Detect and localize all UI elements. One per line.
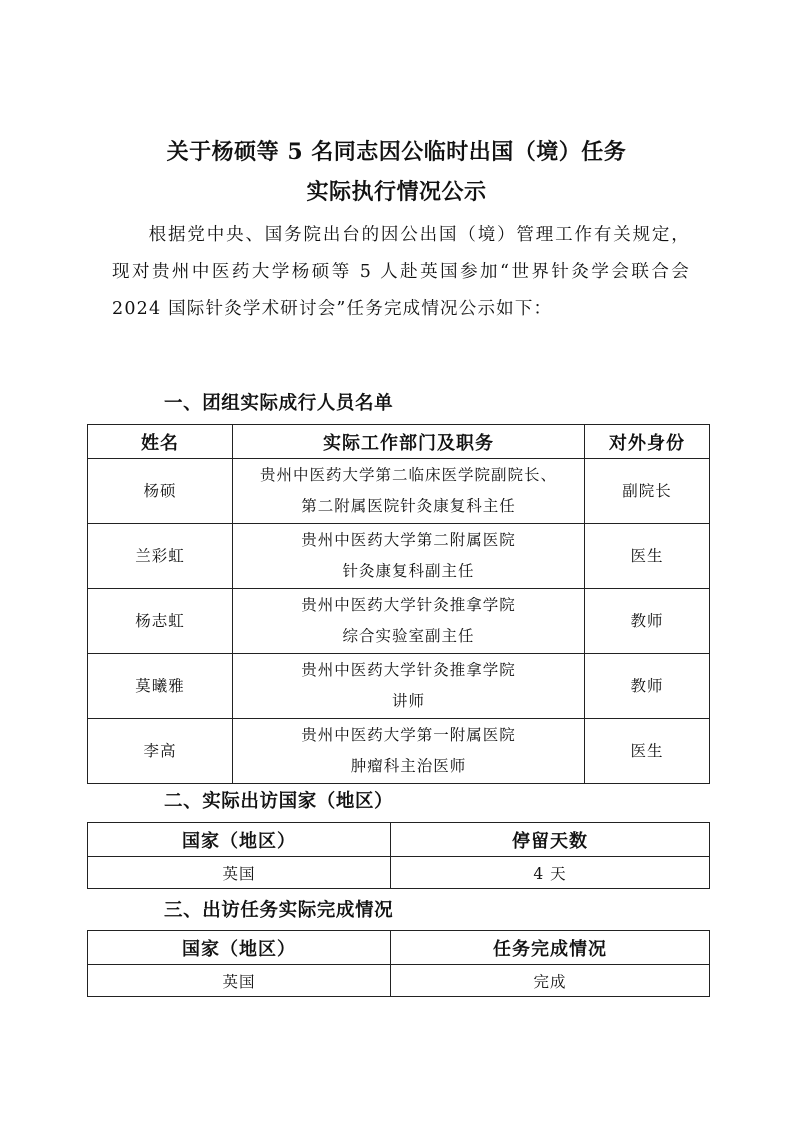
header-country: 国家（地区） [88,931,391,965]
member-name: 杨硕 [88,459,233,524]
table-row [88,654,710,719]
department-line: 讲师 [391,692,425,710]
member-role: 医生 [585,719,710,784]
header-department: 实际工作部门及职务 [233,425,585,459]
header-country: 国家（地区） [88,823,391,857]
member-name: 杨志虹 [88,589,233,654]
department-line: 贵州中医药大学第二临床医学院副院长、 [259,466,557,484]
member-department [233,719,585,784]
table-header-row [88,425,710,459]
completion-table [87,930,710,997]
member-role: 副院长 [585,459,710,524]
completion-status-cell: 完成 [391,965,710,997]
stay-days-cell: 4 天 [391,857,710,889]
department-line: 贵州中医药大学第一附属医院 [301,726,516,744]
section-heading-completion: 三、出访任务实际完成情况 [164,900,394,921]
department-line: 贵州中医药大学针灸推拿学院 [301,596,516,614]
department-line: 第二附属医院针灸康复科主任 [301,497,516,515]
table-header-row [88,823,710,857]
countries-table [87,822,710,889]
table-row [88,589,710,654]
header-stay-days: 停留天数 [391,823,710,857]
member-name: 兰彩虹 [88,524,233,589]
department-line: 针灸康复科副主任 [342,562,475,580]
member-department [233,459,585,524]
member-department [233,654,585,719]
table-row [88,459,710,524]
header-completion-status: 任务完成情况 [391,931,710,965]
table-header-row [88,931,710,965]
section-heading-members: 一、团组实际成行人员名单 [164,393,394,414]
department-line: 贵州中医药大学第二附属医院 [301,531,516,549]
country-cell: 英国 [88,965,391,997]
member-name: 莫曦雅 [88,654,233,719]
member-role: 教师 [585,654,710,719]
table-row [88,965,710,997]
member-role: 医生 [585,524,710,589]
member-name: 李高 [88,719,233,784]
department-line: 综合实验室副主任 [342,627,475,645]
member-department [233,524,585,589]
document-title-line-1: 关于杨硕等 5 名同志因公临时出国（境）任务 [166,139,627,165]
document-title-line-2: 实际执行情况公示 [306,179,487,205]
header-name: 姓名 [88,425,233,459]
table-row [88,857,710,889]
intro-text: 根据党中央、国务院出台的因公出国（境）管理工作有关规定，现对贵州中医药大学杨硕等 5 人赴英国参加“世界针灸学会联合会 2024 国际针灸学术研讨会”任务完成情况公示如下： [112,225,690,319]
member-department [233,589,585,654]
table-row [88,524,710,589]
members-table [87,424,710,784]
country-cell: 英国 [88,857,391,889]
table-row [88,719,710,784]
member-role: 教师 [585,589,710,654]
intro-paragraph [112,217,690,328]
department-line: 贵州中医药大学针灸推拿学院 [301,661,516,679]
header-role: 对外身份 [585,425,710,459]
section-heading-countries: 二、实际出访国家（地区） [164,791,394,812]
department-line: 肿瘤科主治医师 [350,757,467,775]
